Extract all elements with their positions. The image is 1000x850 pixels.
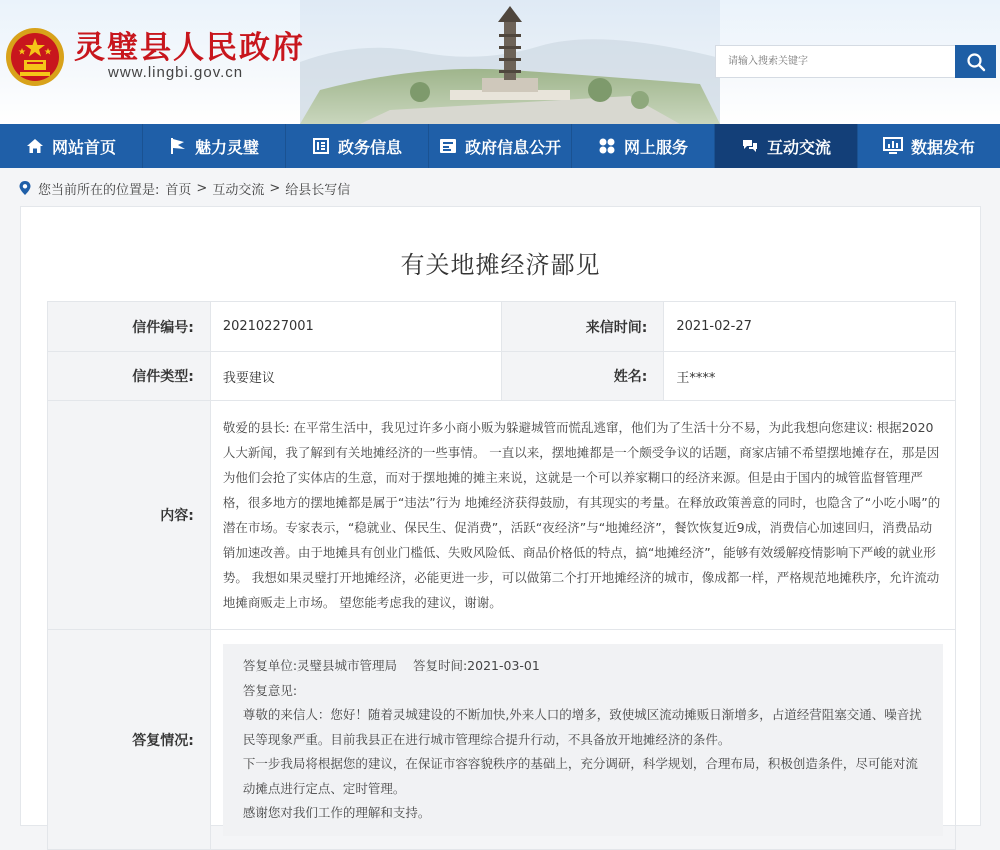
- nav-label: 互动交流: [766, 137, 831, 157]
- breadcrumb-separator: >: [269, 180, 281, 196]
- nav-item-info-disclosure[interactable]: [429, 124, 572, 168]
- nav-label: 数据发布: [910, 137, 975, 157]
- interaction-icon: [741, 137, 759, 155]
- location-pin-icon: [18, 180, 32, 196]
- document-icon: [312, 137, 330, 155]
- breadcrumb: [18, 178, 350, 198]
- letter-info-table: [47, 301, 956, 850]
- reply-cell: [210, 630, 955, 850]
- home-icon: [26, 137, 44, 155]
- breadcrumb-separator: >: [196, 180, 208, 196]
- reply-unit-value: 灵璧县城市管理局: [297, 658, 398, 673]
- nav-label: 魅力灵璧: [194, 137, 259, 157]
- reply-time-label: 答复时间:: [412, 658, 468, 673]
- letter-date-value: 2021-02-27: [664, 302, 956, 352]
- breadcrumb-prefix: 您当前所在的位置是:: [38, 182, 160, 198]
- table-row: [48, 302, 956, 352]
- breadcrumb-home[interactable]: 首页: [165, 182, 192, 198]
- reply-label: 答复情况:: [48, 630, 211, 850]
- national-emblem-icon: [4, 26, 66, 88]
- letter-number-label: 信件编号:: [48, 302, 211, 352]
- nav-label: 政府信息公开: [464, 137, 561, 157]
- search-button[interactable]: [955, 45, 996, 78]
- nav-label: 网站首页: [51, 137, 116, 157]
- breadcrumb-interaction[interactable]: 互动交流: [212, 182, 265, 198]
- reply-unit-label: 答复单位:: [242, 658, 298, 673]
- main-nav: [0, 124, 1000, 168]
- site-title[interactable]: 灵璧县人民政府: [74, 30, 305, 66]
- header-banner-scene: [300, 0, 720, 124]
- letter-type-value: 我要建议: [210, 352, 501, 401]
- flag-icon: [169, 137, 187, 155]
- nav-item-online-service[interactable]: [572, 124, 715, 168]
- reply-opinion-label: 答复意见:: [242, 682, 298, 698]
- nav-label: 网上服务: [623, 137, 688, 157]
- letter-name-value: 王****: [664, 352, 956, 401]
- site-header: [0, 0, 1000, 124]
- grid-icon: [598, 137, 616, 155]
- nav-item-interaction[interactable]: [715, 124, 858, 168]
- page-title: 有关地摊经济鄙见: [400, 251, 601, 279]
- nav-item-home[interactable]: [0, 124, 143, 168]
- letter-number-value: 20210227001: [210, 302, 501, 352]
- letter-type-label: 信件类型:: [48, 352, 211, 401]
- reply-meta: [243, 654, 923, 679]
- monitor-chart-icon: [883, 137, 903, 155]
- search-icon: [966, 52, 986, 72]
- reply-paragraph: 下一步我局将根据您的建议，在保证市容容貌秩序的基础上，充分调研，科学规划，合理布局，积极创造条件，尽可能对流动摊点进行定点、定时管理。: [242, 756, 918, 796]
- reply-box: [223, 644, 943, 836]
- nav-item-data-release[interactable]: [858, 124, 1000, 168]
- nav-label: 政务信息: [337, 137, 402, 157]
- letter-detail-card: [20, 206, 981, 826]
- reply-paragraph: 尊敬的来信人：您好！随着灵城建设的不断加快,外来人口的增多，致使城区流动摊贩日渐增多，占道经营阻塞交通、噪音扰民等现象严重。目前我县正在进行城市管理综合提升行动，不具备放开地摊经济的条件。: [242, 707, 922, 747]
- site-url: www.lingbi.gov.cn: [108, 64, 244, 81]
- search-input[interactable]: [715, 45, 955, 78]
- reply-paragraph: 感谢您对我们工作的理解和支持。: [242, 805, 431, 820]
- letter-content-value: 敬爱的县长: 在平常生活中，我见过许多小商小贩为躲避城管而慌乱逃窜，他们为了生活十分不易，为此我想向您建议: 根据2020人大新闻，我了解到有关地摊经济的一些事情。 一直以来，摆地摊都是一个颇受争议的话题，商家店铺不希望摆地摊存在，那是因为他们会抢了实体店的生意，而对于摆地摊的摊主来说，这就是一个可以养家糊口的经济来源。但是由于国内的城管监督管理严格，很多地方的摆地摊都是属于“违法”行为 地摊经济获得鼓励，有其现实的考量。在释放政策善意的同时，也隐含了“小吃小喝”的潜在市场。专家表示，“稳就业、保民生、促消费”，活跃“夜经济”与“地摊经济”，餐饮恢复近9成，消费信心加速回归，消费品动销加速改善。由于地摊具有创业门槛低、失败风险低、商品价格低的特点，搞“地摊经济”，能够有效缓解疫情影响下严峻的就业形势。 我想如果灵璧打开地摊经济，必能更进一步，可以做第二个打开地摊经济的城市，像成都一样，严格规范地摊秩序，允许流动地摊商贩走上市场。 望您能考虑我的建议，谢谢。: [210, 401, 955, 630]
- letter-date-label: 来信时间:: [501, 302, 664, 352]
- info-board-icon: [439, 137, 457, 155]
- breadcrumb-letter-to-mayor[interactable]: 给县长写信: [285, 182, 351, 198]
- letter-name-label: 姓名:: [501, 352, 664, 401]
- table-row: [48, 401, 956, 630]
- nav-item-gov-affairs[interactable]: [286, 124, 429, 168]
- table-row: [48, 352, 956, 401]
- table-row: [48, 630, 956, 850]
- nav-item-charm[interactable]: [143, 124, 286, 168]
- letter-content-label: 内容:: [48, 401, 211, 630]
- reply-time-value: 2021-03-01: [467, 658, 540, 673]
